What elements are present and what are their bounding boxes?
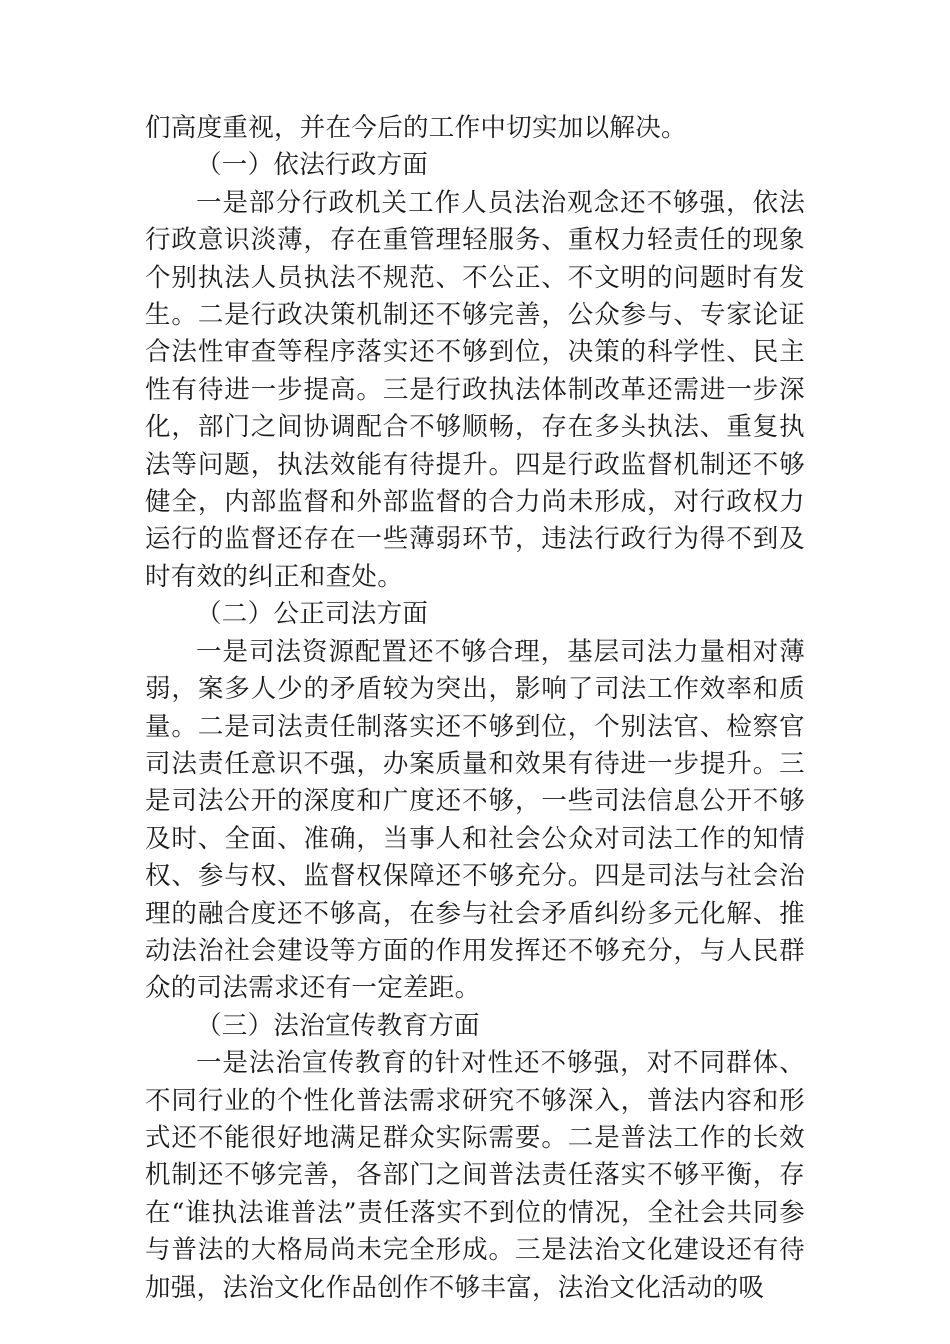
section-heading-3: （三）法治宣传教育方面 (196, 1010, 480, 1041)
section-heading-1: （一）依法行政方面 (196, 150, 429, 181)
intro-paragraph: 们高度重视，并在今后的工作中切实加以解决。 (145, 113, 687, 143)
document-page (145, 110, 805, 1307)
section-body-3: 一是法治宣传教育的针对性还不够强，对不同群体、不同行业的个性化普法需求研究不够深入，普法内容和形式还不能很好地满足群众实际需要。二是普法工作的长效机制还不够完善，各部门之间普法责任落实不够平衡，存在“谁执法谁普法”责任落实不到位的情况，全社会共同参与普法的大格局尚未完全形成。三是法治文化建设还有待加强，法治文化作品创作不够丰富，法治文化活动的吸 (145, 1048, 805, 1303)
section-body-2: 一是司法资源配置还不够合理，基层司法力量相对薄弱，案多人少的矛盾较为突出，影响了司法工作效率和质量。二是司法责任制落实还不够到位，个别法官、检察官司法责任意识不强，办案质量和效果有待进一步提升。三是司法公开的深度和广度还不够，一些司法信息公开不够及时、全面、准确，当事人和社会公众对司法工作的知情权、参与权、监督权保障还不够充分。四是司法与社会治理的融合度还不够高，在参与社会矛盾纠纷多元化解、推动法治社会建设等方面的作用发挥还不够充分，与人民群众的司法需求还有一定差距。 (145, 636, 805, 1004)
section-heading-2: （二）公正司法方面 (196, 599, 429, 630)
section-body-1: 一是部分行政机关工作人员法治观念还不够强，依法行政意识淡薄，存在重管理轻服务、重权力轻责任的现象个别执法人员执法不规范、不公正、不文明的问题时有发生。二是行政决策机制还不够完善，公众参与、专家论证合法性审查等程序落实还不够到位，决策的科学性、民主性有待进一步提高。三是行政执法体制改革还需进一步深化，部门之间协调配合不够顺畅，存在多头执法、重复执法等问题，执法效能有待提升。四是行政监督机制还不够健全，内部监督和外部监督的合力尚未形成，对行政权力运行的监督还存在一些薄弱环节，违法行政行为得不到及时有效的纠正和查处。 (145, 187, 805, 592)
